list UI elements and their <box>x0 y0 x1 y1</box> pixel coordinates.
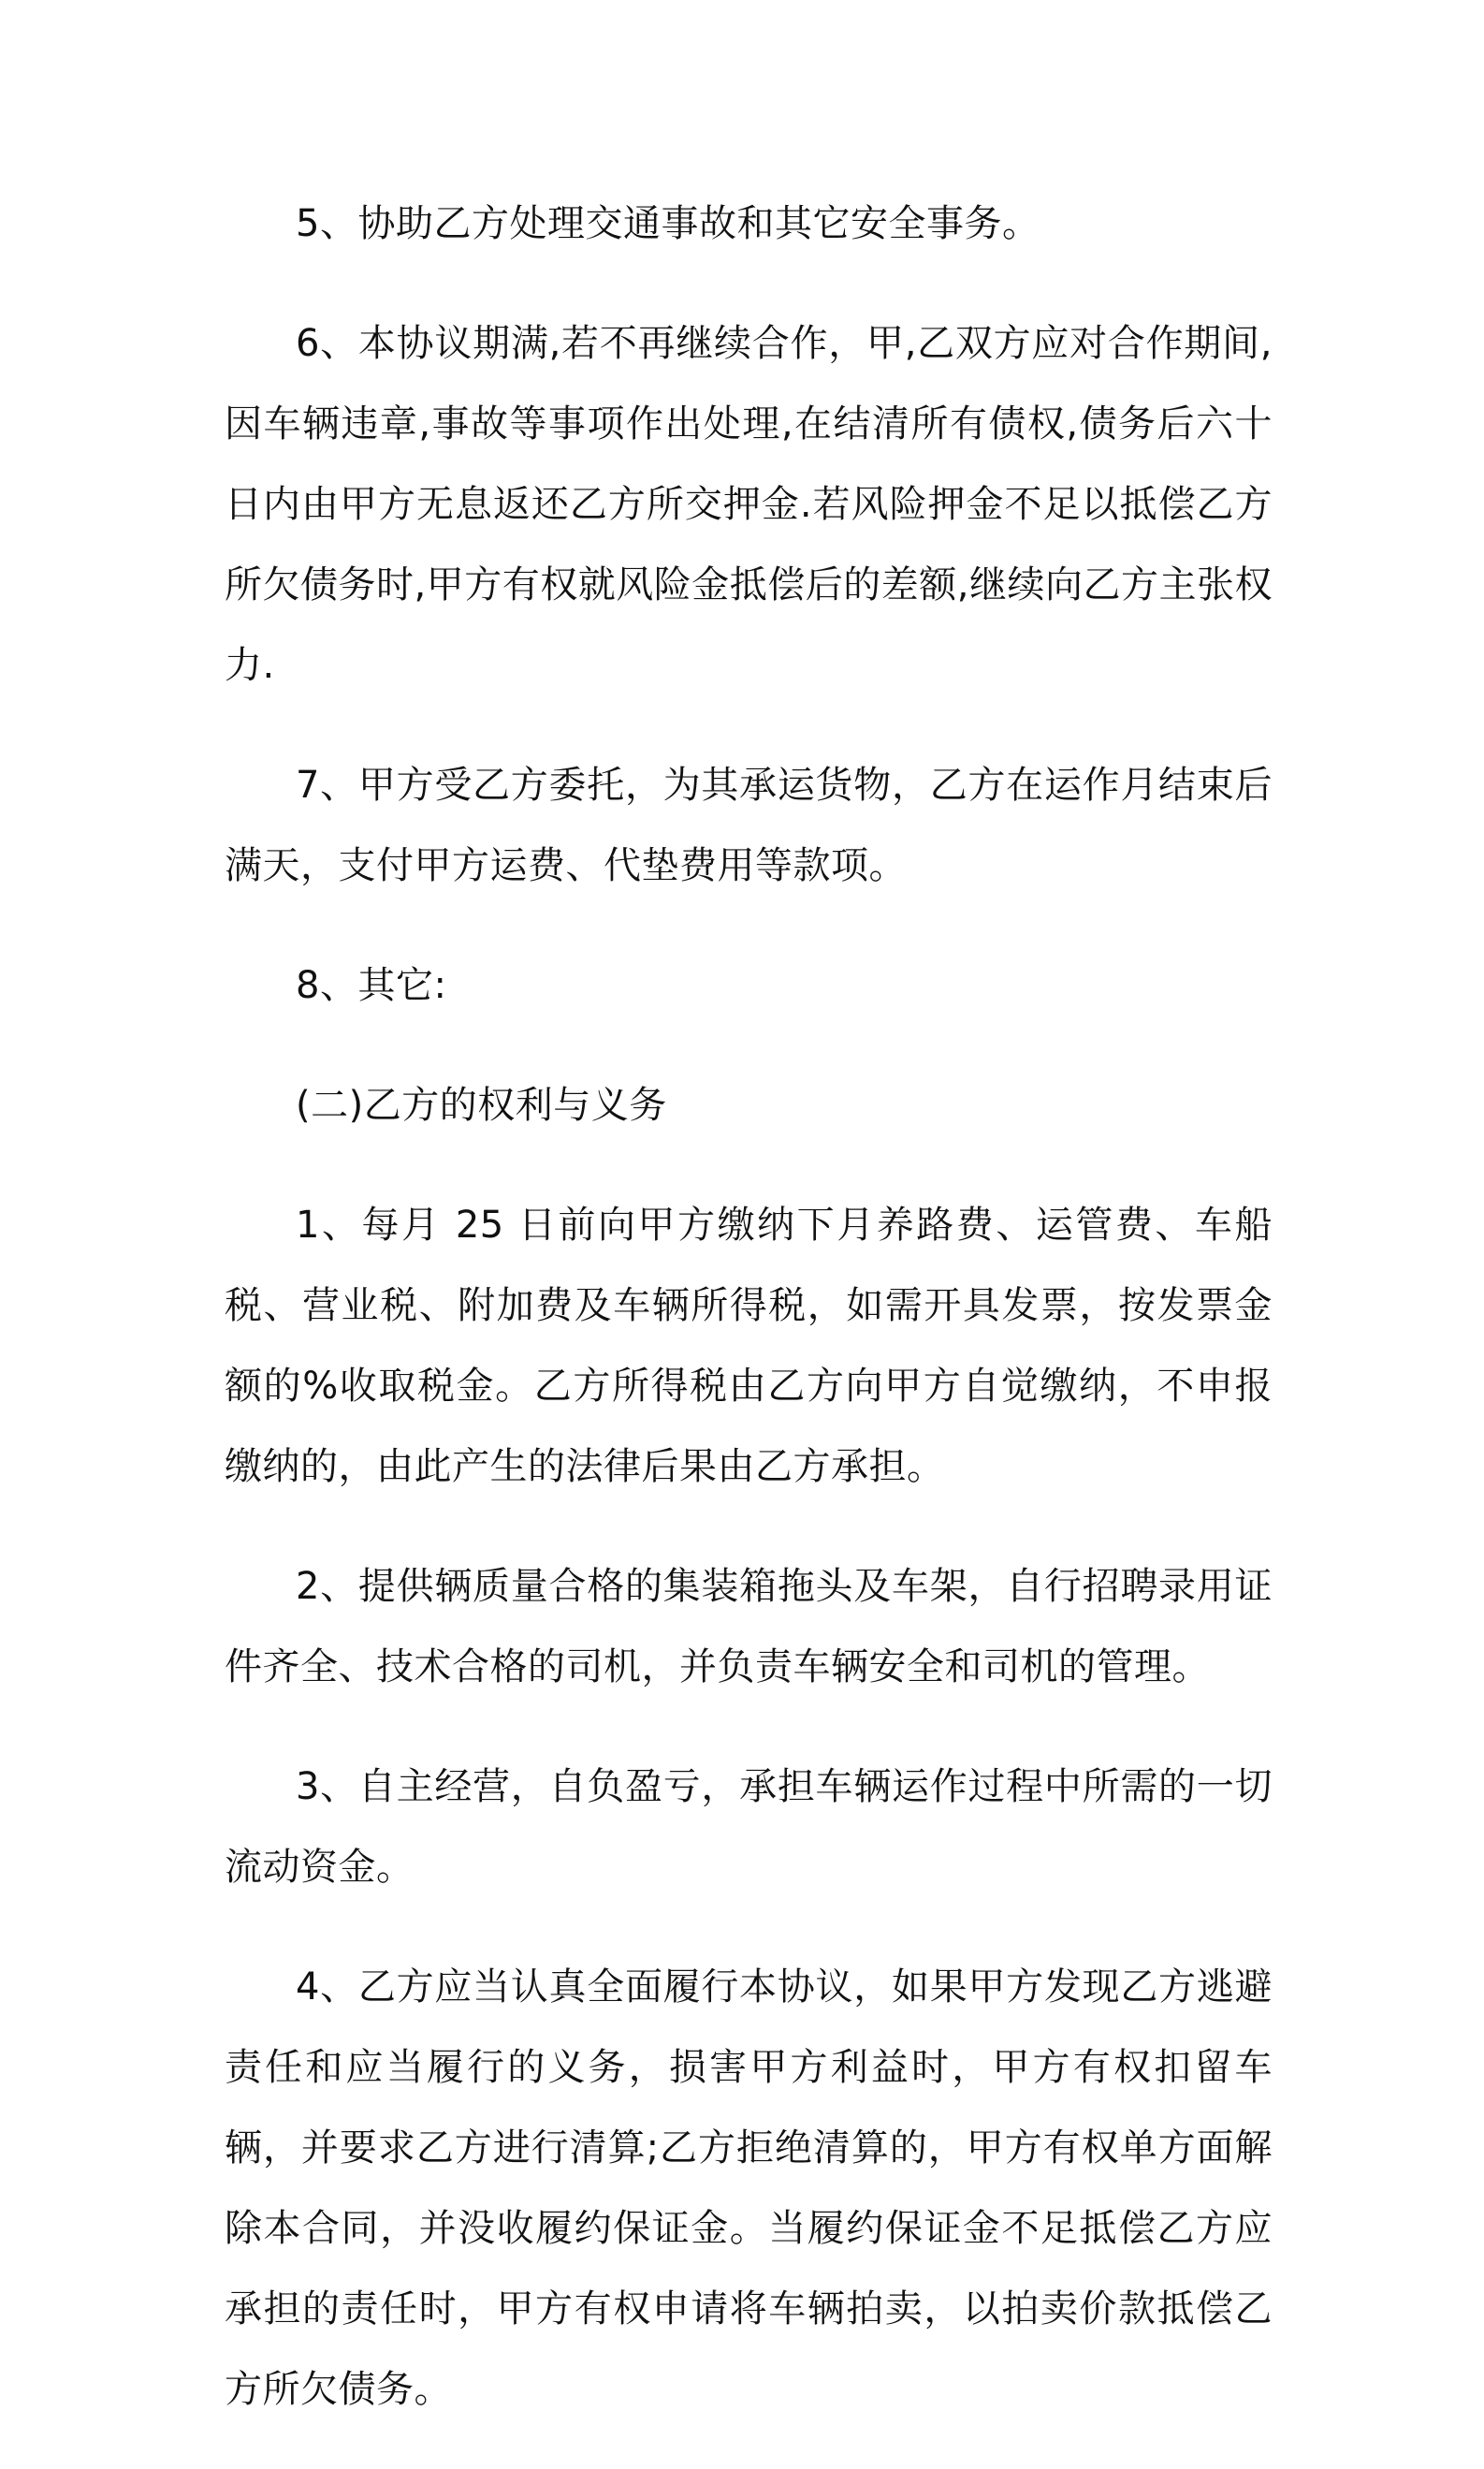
section-heading-party-b-rights: (二)乙方的权利与义务 <box>296 1084 667 1127</box>
clause-6: 6、本协议期满,若不再继续合作，甲,乙双方应对合作期间,因车辆违章,事故等事项作出处理,在结清所有债权,债务后六十日内由甲方无息返还乙方所交押金.若风险押金不足以抵偿乙方所欠债务时,甲方有权就风险金抵偿后的差额,继续向乙方主张权力. <box>225 322 1273 687</box>
clause-8: 8、其它: <box>296 964 447 1007</box>
party-b-clause-3: 3、自主经营，自负盈亏，承担车辆运作过程中所需的一切流动资金。 <box>225 1765 1273 1889</box>
clause-5: 5、协助乙方处理交通事故和其它安全事务。 <box>296 202 1040 245</box>
party-b-clause-4: 4、乙方应当认真全面履行本协议，如果甲方发现乙方逃避责任和应当履行的义务，损害甲方利益时，甲方有权扣留车辆，并要求乙方进行清算;乙方拒绝清算的，甲方有权单方面解除本合同，并没收履约保证金。当履约保证金不足抵偿乙方应承担的责任时，甲方有权申请将车辆拍卖，以拍卖价款抵偿乙方所欠债务。 <box>225 1965 1273 2411</box>
clause-7: 7、甲方受乙方委托，为其承运货物，乙方在运作月结束后满天，支付甲方运费、代垫费用等款项。 <box>225 764 1273 887</box>
party-b-clause-2: 2、提供辆质量合格的集装箱拖头及车架，自行招聘录用证件齐全、技术合格的司机，并负责车辆安全和司机的管理。 <box>225 1565 1273 1688</box>
document-page <box>225 183 1273 2469</box>
party-b-clause-1: 1、每月 25 日前向甲方缴纳下月养路费、运管费、车船税、营业税、附加费及车辆所得税，如需开具发票，按发票金额的%收取税金。乙方所得税由乙方向甲方自觉缴纳，不申报缴纳的，由此产生的法律后果由乙方承担。 <box>225 1204 1273 1488</box>
